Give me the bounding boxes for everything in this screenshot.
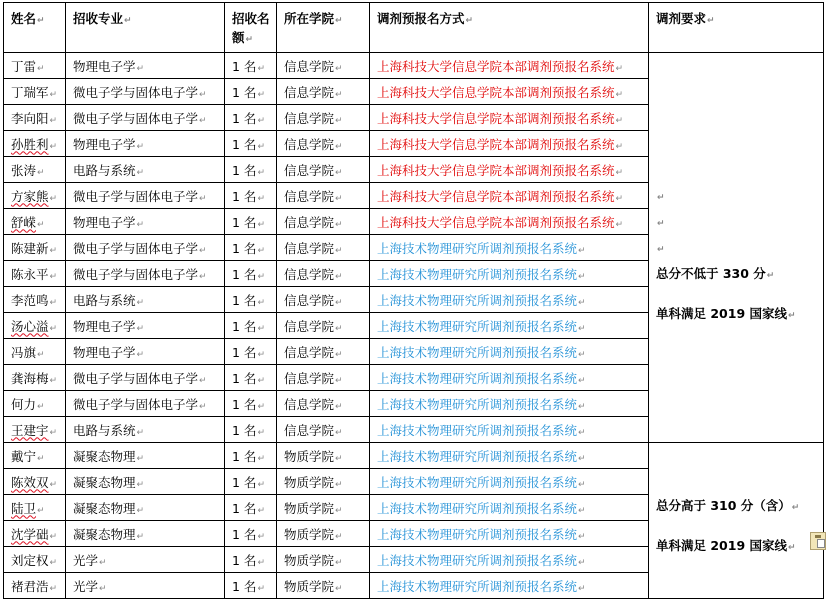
cell-name: 龚海梅↵: [4, 365, 66, 391]
cell-quota-text: 1 名: [232, 500, 257, 516]
cell-major: 物理电子学↵: [66, 339, 225, 365]
cell-method-text[interactable]: 上海科技大学信息学院本部调剂预报名系统: [377, 136, 615, 152]
cell-method: 上海科技大学信息学院本部调剂预报名系统↵: [370, 183, 649, 209]
cell-quota: 1 名↵: [225, 339, 277, 365]
cell-quota-text: 1 名: [232, 266, 257, 282]
cell-method-text[interactable]: 上海技术物理研究所调剂预报名系统: [377, 370, 578, 386]
cell-school: 物质学院↵: [277, 573, 370, 599]
cell-major: 物理电子学↵: [66, 209, 225, 235]
cell-school: 物质学院↵: [277, 521, 370, 547]
cell-major: 凝聚态物理↵: [66, 495, 225, 521]
cell-method: 上海技术物理研究所调剂预报名系统↵: [370, 261, 649, 287]
cell-method: 上海技术物理研究所调剂预报名系统↵: [370, 547, 649, 573]
cell-method: 上海技术物理研究所调剂预报名系统↵: [370, 391, 649, 417]
cell-major-text: 微电子学与固体电子学: [73, 110, 199, 126]
cell-school: 信息学院↵: [277, 417, 370, 443]
cell-school: 信息学院↵: [277, 339, 370, 365]
cell-method: 上海技术物理研究所调剂预报名系统↵: [370, 313, 649, 339]
cell-name-text: 丁雷: [11, 58, 37, 74]
cell-name-text: 汤心溢: [11, 318, 49, 334]
cell-school: 物质学院↵: [277, 547, 370, 573]
cell-school: 物质学院↵: [277, 469, 370, 495]
cell-quota-text: 1 名: [232, 188, 257, 204]
transfer-admission-table: [3, 2, 824, 599]
cell-name: 陆卫↵: [4, 495, 66, 521]
cell-name-text: 李向阳: [11, 110, 49, 126]
cell-method-text[interactable]: 上海技术物理研究所调剂预报名系统: [377, 578, 578, 594]
requirement-single-subject: 单科满足 2019 国家线: [656, 537, 787, 553]
cell-major: 微电子学与固体电子学↵: [66, 235, 225, 261]
cell-method-text[interactable]: 上海技术物理研究所调剂预报名系统: [377, 474, 578, 490]
cell-quota: 1 名↵: [225, 53, 277, 79]
cell-name-text: 方家熊: [11, 188, 49, 204]
requirement-single-subject: 单科满足 2019 国家线: [656, 305, 787, 321]
cell-name-text: 冯旗: [11, 344, 37, 360]
cell-school: 物质学院↵: [277, 495, 370, 521]
requirement-total-score: 总分不低于 330 分: [656, 265, 766, 281]
cell-quota-text: 1 名: [232, 318, 257, 334]
cell-method: 上海技术物理研究所调剂预报名系统↵: [370, 469, 649, 495]
cell-school-text: 信息学院: [284, 58, 335, 74]
cell-major-text: 凝聚态物理: [73, 526, 136, 542]
cell-school-text: 信息学院: [284, 422, 335, 438]
cell-method: 上海技术物理研究所调剂预报名系统↵: [370, 521, 649, 547]
cell-method: 上海技术物理研究所调剂预报名系统↵: [370, 495, 649, 521]
cell-major-text: 微电子学与固体电子学: [73, 84, 199, 100]
cell-major: 凝聚态物理↵: [66, 521, 225, 547]
cell-quota: 1 名↵: [225, 79, 277, 105]
cell-quota-text: 1 名: [232, 370, 257, 386]
cell-name-text: 张涛: [11, 162, 37, 178]
cell-quota-text: 1 名: [232, 162, 257, 178]
cell-major-text: 电路与系统: [73, 292, 136, 308]
cell-quota-text: 1 名: [232, 474, 257, 490]
cell-quota: 1 名↵: [225, 287, 277, 313]
cell-major-text: 物理电子学: [73, 136, 136, 152]
cell-school-text: 物质学院: [284, 526, 335, 542]
cell-school-text: 信息学院: [284, 318, 335, 334]
cell-major-text: 物理电子学: [73, 214, 136, 230]
cell-method: 上海科技大学信息学院本部调剂预报名系统↵: [370, 157, 649, 183]
cell-major: 微电子学与固体电子学↵: [66, 261, 225, 287]
cell-school-text: 信息学院: [284, 110, 335, 126]
cell-name-text: 丁瑞军: [11, 84, 49, 100]
cell-method-text[interactable]: 上海技术物理研究所调剂预报名系统: [377, 344, 578, 360]
cell-quota: 1 名↵: [225, 183, 277, 209]
cell-major-text: 微电子学与固体电子学: [73, 266, 199, 282]
cell-school-text: 信息学院: [284, 84, 335, 100]
cell-name: 孙胜利↵: [4, 131, 66, 157]
clipboard-sheet: [817, 539, 825, 548]
cell-name-text: 戴宁: [11, 448, 37, 464]
cell-quota: 1 名↵: [225, 495, 277, 521]
cell-method-text[interactable]: 上海技术物理研究所调剂预报名系统: [377, 500, 578, 516]
cell-quota: 1 名↵: [225, 443, 277, 469]
cell-major: 微电子学与固体电子学↵: [66, 79, 225, 105]
cell-major: 微电子学与固体电子学↵: [66, 183, 225, 209]
cell-major-text: 物理电子学: [73, 318, 136, 334]
cell-major-text: 光学: [73, 578, 99, 594]
cell-name: 李向阳↵: [4, 105, 66, 131]
cell-school: 信息学院↵: [277, 53, 370, 79]
cell-method-text[interactable]: 上海技术物理研究所调剂预报名系统: [377, 266, 578, 282]
header-quota: 招收名额↵: [225, 3, 277, 53]
cell-school: 信息学院↵: [277, 79, 370, 105]
table-row: [4, 443, 824, 469]
cell-school: 信息学院↵: [277, 235, 370, 261]
cell-quota-text: 1 名: [232, 526, 257, 542]
cell-name: 丁雷↵: [4, 53, 66, 79]
cell-quota: 1 名↵: [225, 391, 277, 417]
cell-method-text[interactable]: 上海技术物理研究所调剂预报名系统: [377, 318, 578, 334]
cell-method: 上海技术物理研究所调剂预报名系统↵: [370, 235, 649, 261]
cell-method: 上海科技大学信息学院本部调剂预报名系统↵: [370, 53, 649, 79]
cell-school-text: 信息学院: [284, 266, 335, 282]
cell-quota: 1 名↵: [225, 209, 277, 235]
cell-quota-text: 1 名: [232, 448, 257, 464]
cell-method-text[interactable]: 上海科技大学信息学院本部调剂预报名系统: [377, 162, 615, 178]
cell-school: 信息学院↵: [277, 183, 370, 209]
cell-name-text: 沈学础: [11, 526, 49, 542]
cell-major-text: 光学: [73, 552, 99, 568]
cell-quota: 1 名↵: [225, 313, 277, 339]
cell-school: 信息学院↵: [277, 287, 370, 313]
cell-major: 微电子学与固体电子学↵: [66, 365, 225, 391]
cell-major: 光学↵: [66, 547, 225, 573]
cell-method: 上海技术物理研究所调剂预报名系统↵: [370, 365, 649, 391]
cell-major-text: 微电子学与固体电子学: [73, 396, 199, 412]
cell-quota-text: 1 名: [232, 578, 257, 594]
cell-school-text: 信息学院: [284, 344, 335, 360]
cell-method-text[interactable]: 上海技术物理研究所调剂预报名系统: [377, 240, 578, 256]
cell-quota: 1 名↵: [225, 131, 277, 157]
cell-school: 信息学院↵: [277, 391, 370, 417]
cell-major-text: 微电子学与固体电子学: [73, 188, 199, 204]
header-name: 姓名↵: [4, 3, 66, 53]
cell-method-text[interactable]: 上海科技大学信息学院本部调剂预报名系统: [377, 188, 615, 204]
cell-quota: 1 名↵: [225, 547, 277, 573]
cell-name: 陈效双↵: [4, 469, 66, 495]
cell-name: 冯旗↵: [4, 339, 66, 365]
cell-quota-text: 1 名: [232, 136, 257, 152]
cell-school: 信息学院↵: [277, 131, 370, 157]
cell-name: 陈建新↵: [4, 235, 66, 261]
cell-name: 王建宇↵: [4, 417, 66, 443]
cell-major-text: 物理电子学: [73, 344, 136, 360]
cell-major-text: 电路与系统: [73, 422, 136, 438]
cell-method: 上海科技大学信息学院本部调剂预报名系统↵: [370, 79, 649, 105]
cell-quota: 1 名↵: [225, 105, 277, 131]
cell-quota: 1 名↵: [225, 573, 277, 599]
cell-quota: 1 名↵: [225, 235, 277, 261]
cell-name-text: 陈效双: [11, 474, 49, 490]
cell-name: 戴宁↵: [4, 443, 66, 469]
cell-method: 上海科技大学信息学院本部调剂预报名系统↵: [370, 209, 649, 235]
cell-major: 物理电子学↵: [66, 131, 225, 157]
cell-method: 上海科技大学信息学院本部调剂预报名系统↵: [370, 131, 649, 157]
cell-major-text: 凝聚态物理: [73, 500, 136, 516]
cell-quota-text: 1 名: [232, 552, 257, 568]
cell-school-text: 物质学院: [284, 500, 335, 516]
cell-name-text: 褚君浩: [11, 578, 49, 594]
cell-name-text: 龚海梅: [11, 370, 49, 386]
cell-school: 信息学院↵: [277, 209, 370, 235]
cell-method: 上海科技大学信息学院本部调剂预报名系统↵: [370, 105, 649, 131]
cell-major: 物理电子学↵: [66, 53, 225, 79]
cell-name: 陈永平↵: [4, 261, 66, 287]
cell-quota-text: 1 名: [232, 58, 257, 74]
cell-school: 信息学院↵: [277, 365, 370, 391]
header-school: 所在学院↵: [277, 3, 370, 53]
cell-method: 上海技术物理研究所调剂预报名系统↵: [370, 339, 649, 365]
paste-options-icon[interactable]: [810, 532, 826, 550]
header-row: [4, 3, 824, 53]
cell-school-text: 信息学院: [284, 214, 335, 230]
cell-quota-text: 1 名: [232, 110, 257, 126]
cell-name-text: 陈建新: [11, 240, 49, 256]
cell-major: 微电子学与固体电子学↵: [66, 391, 225, 417]
cell-major-text: 凝聚态物理: [73, 474, 136, 490]
cell-quota-text: 1 名: [232, 344, 257, 360]
cell-name: 汤心溢↵: [4, 313, 66, 339]
cell-method: 上海技术物理研究所调剂预报名系统↵: [370, 287, 649, 313]
cell-method-text[interactable]: 上海技术物理研究所调剂预报名系统: [377, 396, 578, 412]
cell-name-text: 李范鸣: [11, 292, 49, 308]
cell-quota-text: 1 名: [232, 396, 257, 412]
cell-school: 信息学院↵: [277, 105, 370, 131]
cell-school-text: 物质学院: [284, 578, 335, 594]
requirement-group2: 总分高于 310 分（含）↵ 单科满足 2019 国家线↵: [649, 443, 824, 599]
table-row: [4, 53, 824, 79]
cell-school-text: 信息学院: [284, 370, 335, 386]
cell-name: 舒嵘↵: [4, 209, 66, 235]
cell-name-text: 舒嵘: [11, 214, 37, 230]
cell-method: 上海技术物理研究所调剂预报名系统↵: [370, 443, 649, 469]
cell-major: 电路与系统↵: [66, 417, 225, 443]
header-method: 调剂预报名方式↵: [370, 3, 649, 53]
cell-school-text: 信息学院: [284, 240, 335, 256]
cell-method-text[interactable]: 上海技术物理研究所调剂预报名系统: [377, 422, 578, 438]
cell-quota: 1 名↵: [225, 365, 277, 391]
cell-name: 张涛↵: [4, 157, 66, 183]
cell-method: 上海技术物理研究所调剂预报名系统↵: [370, 417, 649, 443]
cell-method-text[interactable]: 上海技术物理研究所调剂预报名系统: [377, 552, 578, 568]
cell-method-text[interactable]: 上海技术物理研究所调剂预报名系统: [377, 448, 578, 464]
cell-quota-text: 1 名: [232, 422, 257, 438]
cell-major: 凝聚态物理↵: [66, 443, 225, 469]
cell-major-text: 物理电子学: [73, 58, 136, 74]
cell-major: 微电子学与固体电子学↵: [66, 105, 225, 131]
requirement-group1: ↵ ↵ ↵ 总分不低于 330 分↵ 单科满足 2019 国家线↵: [649, 53, 824, 443]
cell-method-text[interactable]: 上海科技大学信息学院本部调剂预报名系统: [377, 58, 615, 74]
cell-name: 刘定权↵: [4, 547, 66, 573]
cell-name: 方家熊↵: [4, 183, 66, 209]
cell-quota-text: 1 名: [232, 84, 257, 100]
cell-quota: 1 名↵: [225, 417, 277, 443]
cell-major: 电路与系统↵: [66, 157, 225, 183]
cell-school-text: 物质学院: [284, 552, 335, 568]
cell-quota-text: 1 名: [232, 292, 257, 308]
cell-school: 信息学院↵: [277, 157, 370, 183]
cell-school-text: 信息学院: [284, 136, 335, 152]
requirement-total-score: 总分高于 310 分（含）: [656, 497, 791, 513]
header-requirement: 调剂要求↵: [649, 3, 824, 53]
clipboard-clip: [815, 535, 821, 538]
cell-school-text: 信息学院: [284, 396, 335, 412]
cell-school-text: 信息学院: [284, 188, 335, 204]
cell-quota: 1 名↵: [225, 521, 277, 547]
cell-school: 信息学院↵: [277, 313, 370, 339]
cell-major: 电路与系统↵: [66, 287, 225, 313]
cell-quota-text: 1 名: [232, 214, 257, 230]
cell-name: 丁瑞军↵: [4, 79, 66, 105]
cell-major-text: 凝聚态物理: [73, 448, 136, 464]
cell-quota-text: 1 名: [232, 240, 257, 256]
cell-major-text: 微电子学与固体电子学: [73, 240, 199, 256]
cell-quota: 1 名↵: [225, 469, 277, 495]
cell-quota: 1 名↵: [225, 261, 277, 287]
cell-name: 沈学础↵: [4, 521, 66, 547]
cell-method-text[interactable]: 上海科技大学信息学院本部调剂预报名系统: [377, 214, 615, 230]
cell-method-text[interactable]: 上海科技大学信息学院本部调剂预报名系统: [377, 110, 615, 126]
header-major: 招收专业↵: [66, 3, 225, 53]
cell-name-text: 陆卫: [11, 500, 37, 516]
cell-major: 物理电子学↵: [66, 313, 225, 339]
cell-school-text: 物质学院: [284, 448, 335, 464]
cell-major-text: 电路与系统: [73, 162, 136, 178]
cell-method-text[interactable]: 上海科技大学信息学院本部调剂预报名系统: [377, 84, 615, 100]
cell-school: 物质学院↵: [277, 443, 370, 469]
cell-method-text[interactable]: 上海技术物理研究所调剂预报名系统: [377, 526, 578, 542]
cell-school-text: 物质学院: [284, 474, 335, 490]
cell-name-text: 孙胜利: [11, 136, 49, 152]
cell-school: 信息学院↵: [277, 261, 370, 287]
table-body: [4, 53, 824, 599]
cell-major-text: 微电子学与固体电子学: [73, 370, 199, 386]
cell-name: 褚君浩↵: [4, 573, 66, 599]
cell-major: 光学↵: [66, 573, 225, 599]
cell-quota: 1 名↵: [225, 157, 277, 183]
cell-school-text: 信息学院: [284, 292, 335, 308]
cell-name: 李范鸣↵: [4, 287, 66, 313]
cell-name: 何力↵: [4, 391, 66, 417]
cell-name-text: 何力: [11, 396, 37, 412]
cell-school-text: 信息学院: [284, 162, 335, 178]
cell-major: 凝聚态物理↵: [66, 469, 225, 495]
cell-method: 上海技术物理研究所调剂预报名系统↵: [370, 573, 649, 599]
cell-method-text[interactable]: 上海技术物理研究所调剂预报名系统: [377, 292, 578, 308]
cell-name-text: 刘定权: [11, 552, 49, 568]
cell-name-text: 陈永平: [11, 266, 49, 282]
cell-name-text: 王建宇: [11, 422, 49, 438]
